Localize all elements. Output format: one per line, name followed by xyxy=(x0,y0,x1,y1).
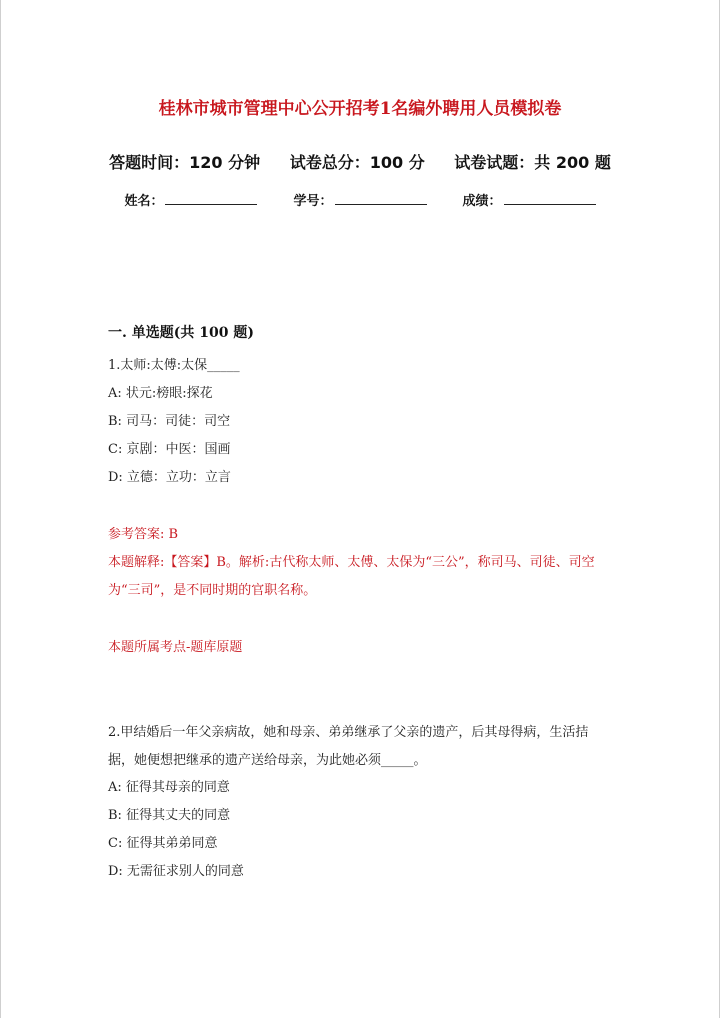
student-no-label: 学号： xyxy=(293,194,333,209)
question-2-stem: 2.甲结婚后一年父亲病故，她和母亲、弟弟继承了父亲的遗产，后其母得病，生活拮据，她便想把继承的遗产送给母亲，为此她必须_____。 xyxy=(108,725,589,768)
question-2-option-d: D: 无需征求别人的同意 xyxy=(108,864,244,879)
exam-info xyxy=(0,150,720,173)
exam-question-count: 试卷试题：共 200 题 xyxy=(454,153,611,172)
question-1-option-d: D: 立德：立功：立言 xyxy=(108,470,231,485)
score-label: 成绩： xyxy=(462,194,502,209)
name-label: 姓名： xyxy=(124,194,164,209)
question-1-option-b: B: 司马：司徒：司空 xyxy=(108,414,231,429)
section-title: 一. 单选题(共 100 题) xyxy=(108,325,254,341)
name-field xyxy=(124,190,257,209)
name-blank xyxy=(165,192,257,205)
student-no-blank xyxy=(335,192,427,205)
question-1-answer: 参考答案: B xyxy=(108,527,179,542)
exam-total-score: 试卷总分：100 分 xyxy=(289,153,425,172)
question-1-topic: 本题所属考点-题库原题 xyxy=(108,640,243,655)
score-field xyxy=(463,190,596,209)
exam-time: 答题时间：120 分钟 xyxy=(109,153,261,172)
question-1-option-c: C: 京剧：中医：国画 xyxy=(108,442,231,457)
question-1-explanation: 本题解释:【答案】B。解析:古代称太师、太傅、太保为“三公”，称司马、司徒、司空为“三司”，是不同时期的官职名称。 xyxy=(108,555,595,598)
question-2-option-c: C: 征得其弟弟同意 xyxy=(108,836,218,851)
question-1-option-a: A: 状元:榜眼:探花 xyxy=(108,386,213,401)
student-info-row xyxy=(0,190,720,209)
question-2-option-a: A: 征得其母亲的同意 xyxy=(108,780,230,795)
student-no-field xyxy=(293,190,426,209)
question-1-stem: 1.太师:太傅:太保_____ xyxy=(108,358,240,373)
question-2-option-b: B: 征得其丈夫的同意 xyxy=(108,808,231,823)
score-blank xyxy=(504,192,596,205)
document-title: 桂林市城市管理中心公开招考1名编外聘用人员模拟卷 xyxy=(158,99,562,119)
